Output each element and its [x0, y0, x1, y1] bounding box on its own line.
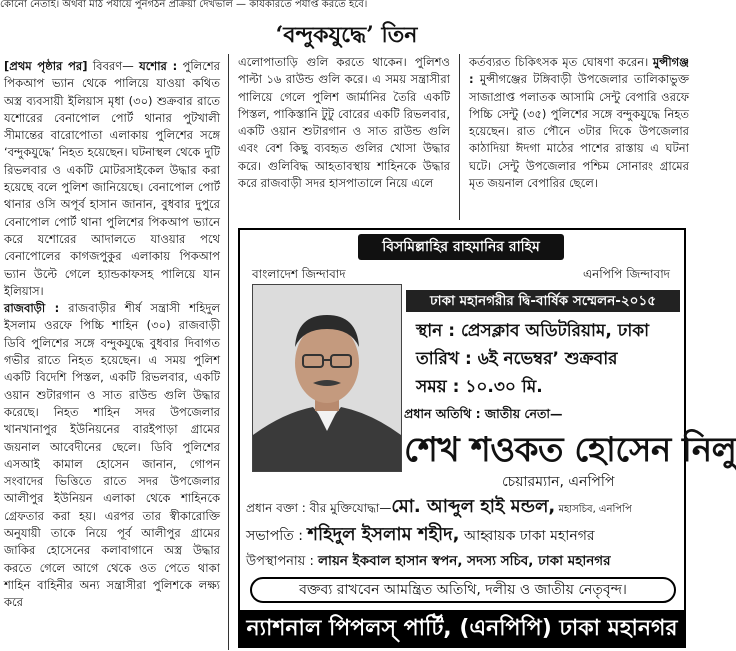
- president-name: শহিদুল ইসলাম শহীদ,: [307, 524, 460, 545]
- intro-text: বিবরণ—: [87, 59, 140, 73]
- bismillah-banner: বিসমিল্লাহির রাহমানির রাহিম: [358, 234, 564, 260]
- presenter-line: [246, 550, 611, 573]
- dateline-munshiganj: মুন্সীগঞ্জ :: [469, 55, 689, 87]
- portrait-graphic: [253, 285, 401, 471]
- chief-guest-title: চেয়ারম্যান, এনপিপি: [502, 474, 615, 490]
- article-column-1: [4, 58, 220, 650]
- article-column-3: [469, 54, 689, 216]
- president-line: [246, 520, 595, 551]
- paragraph-text: রাজবাড়ীর শীর্ষ সন্ত্রাসী শহিদুল ইসলাম ওরফে পিচ্চি শাহিন (৩০) রাজবাড়ী ডিবি পুলিশের সঙ্গে বন্দুকযুদ্ধে বুধবার দিবাগত গভীর রাতে নিহত হয়েছেন। এ সময় পুলিশ একটি বিদেশি পিস্তল, একটি রিভলবার, একটি ওয়ান শুটারগান ও সাত রাউন্ড গুলি উদ্ধার করেছে। নিহত শাহিন সদর উপজেলার খানখানাপুর ইউনিয়নের বারইপাড়া গ্রামের জয়নাল আবেদীনের ছেলে। ডিবি পুলিশের এসআই কামাল হোসেন জানান, গোপন সংবাদের ভিত্তিতে রাতে সদর উপজেলার আলীপুর ইউনিয়ন এলাকা থেকে শাহিনকে গ্রেফতার করা হয়। এরপর তার স্বীকারোক্তি অনুযায়ী তাকে নিয়ে পূর্ব আলীপুর গ্রামের জাকির হোসেনের কলাবাগানে অস্ত্র উদ্ধার করতে গেলে আগে থেকে ওত পেতে থাকা শাহিন বাহিনীর অন্য সন্ত্রাসীরা পুলিশকে লক্ষ্য করে: [4, 301, 220, 610]
- paragraph-text: এলোপাতাড়ি গুলি করতে থাকেন। পুলিশও পাল্টা ১৬ রাউন্ড গুলি করে। এ সময় সন্ত্রাসীরা পালিয়ে গেলে পুলিশ জার্মানির তৈরি একটি পিস্তল, পাকিস্তানি টুটু বোরের একটি রিভলবার, একটি ওয়ান শুটারগান ও সাত রাউন্ড গুলি এবং বেশ কিছু ব্যবহৃত গুলির খোসা উদ্ধার করে। গুলিবিদ্ধ আহতাবস্থায় শাহিনকে উদ্ধার করে রাজবাড়ী সদর হাসপাতালে নিয়ে এলে: [238, 55, 450, 191]
- column-divider: [228, 54, 229, 650]
- chief-guest-name: শেখ শওকত হোসেন নিলু: [404, 430, 736, 470]
- dateline-rajbari: রাজবাড়ী :: [4, 301, 60, 316]
- presenter-label: উপস্থাপনায় :: [246, 554, 318, 569]
- speech-note: বক্তব্য রাখবেন আমন্ত্রিত অতিথি, দলীয় ও জাতীয় নেতৃবৃন্দ।: [250, 577, 676, 603]
- ad-footer-party-name: ন্যাশনাল পিপলস্ পার্টি, (এনপিপি) ঢাকা মহানগর: [238, 610, 686, 648]
- advertisement: [238, 228, 736, 646]
- president-title: আহ্বায়ক ঢাকা মহানগর: [459, 528, 595, 544]
- venue-line: স্থান : প্রেসক্লাব অডিটরিয়াম, ঢাকা: [416, 321, 650, 341]
- article-paragraph: [469, 54, 689, 192]
- previous-article-tail: কোনো নেতাই। অথবা মাঠ পর্যায়ে পুনর্গঠন প্রক্রিয়া দেখভাল — কার্যকরিতে পর্যাপ্ত করতে হবে।: [0, 0, 368, 10]
- continuation-tag: [প্রথম পৃষ্ঠার পর]: [4, 59, 88, 73]
- event-title: ঢাকা মহানগরীর দ্বি-বার্ষিক সম্মেলন-২০১৫: [406, 290, 680, 312]
- main-speaker-line: [246, 492, 632, 523]
- speaker-title: মহাসচিব, এনপিপি: [555, 504, 632, 515]
- speaker-label: প্রধান বক্তা : বীর মুক্তিযোদ্ধা—: [246, 501, 392, 515]
- dateline-jessore: যশোর :: [139, 59, 178, 73]
- slogan-left: বাংলাদেশ জিন্দাবাদ: [252, 267, 346, 281]
- chief-guest-label: প্রধান অতিথি : জাতীয় নেতা—: [404, 406, 563, 421]
- article-paragraph: [4, 300, 220, 611]
- date-line: তারিখ : ৬ই নভেম্বর’ শুক্রবার: [416, 349, 618, 369]
- president-label: সভাপতি :: [246, 528, 308, 544]
- presenter-text: লায়ন ইকবাল হাসান স্বপন, সদস্য সচিব, ঢাকা মহানগর: [317, 553, 611, 569]
- paragraph-text: কর্তব্যরত চিকিৎসক মৃত ঘোষণা করেন।: [469, 55, 653, 69]
- time-line: সময় : ১০.৩০ মি.: [416, 377, 543, 397]
- chief-guest-photo: [252, 284, 402, 472]
- speaker-name: মো. আব্দুল হাই মন্ডল,: [391, 496, 556, 517]
- column-divider: [459, 54, 460, 220]
- paragraph-text: পুলিশের পিকআপ ভ্যান থেকে পালিয়ে যাওয়া কথিত অস্ত্র ব্যবসায়ী ইলিয়াস মৃধা (৩০) শুক্রবার রাতে যশোরের বেনাপোল পোর্ট থানার পুটখালী সীমান্তের বারোপোতা এলাকায় পুলিশের সঙ্গে ‘বন্দুকযুদ্ধে’ নিহত হয়েছেন। ঘটনাস্থল থেকে দুটি রিভলবার ও একটি মোটরসাইকেল উদ্ধার করা হয়েছে বলে পুলিশ জানিয়েছে। বেনাপোল পোর্ট থানার ওসি অপূর্ব হাসান জানান, বুধবার দুপুরে বেনাপোল পোর্ট থানা পুলিশের পিকআপ ভ্যানে করে যশোরের আদালতে যাওয়ার পথে বেনাপোলের কাগজপুকুর এলাকায় পিকআপ ভ্যান উল্টে গেলে হ্যান্ডকাফসহ পালিয়ে যান ইলিয়াস।: [4, 59, 220, 298]
- article-column-2: [238, 54, 450, 216]
- article-paragraph: [4, 58, 220, 300]
- paragraph-text: মুন্সীগঞ্জের টঙ্গিবাড়ী উপজেলার তালিকাভুক্ত সাজাপ্রাপ্ত পলাতক আসামি সেন্টু বেপারি ওরফে পিচ্চি সেন্টু (৩৫) পুলিশের সঙ্গে বন্দুকযুদ্ধে নিহত হয়েছেন। রাত পৌনে ৩টার দিকে উপজেলার কাঠাদিয়া ঈদগা মাঠের পাশের রাস্তায় এ ঘটনা ঘটে। সেন্টু উপজেলার পশ্চিম সোনারং গ্রামের মৃত জয়নাল বেপারির ছেলে।: [469, 72, 689, 191]
- article-headline: ‘বন্দুকযুদ্ধে’ তিন: [275, 22, 418, 48]
- slogan-right: এনপিপি জিন্দাবাদ: [582, 267, 670, 281]
